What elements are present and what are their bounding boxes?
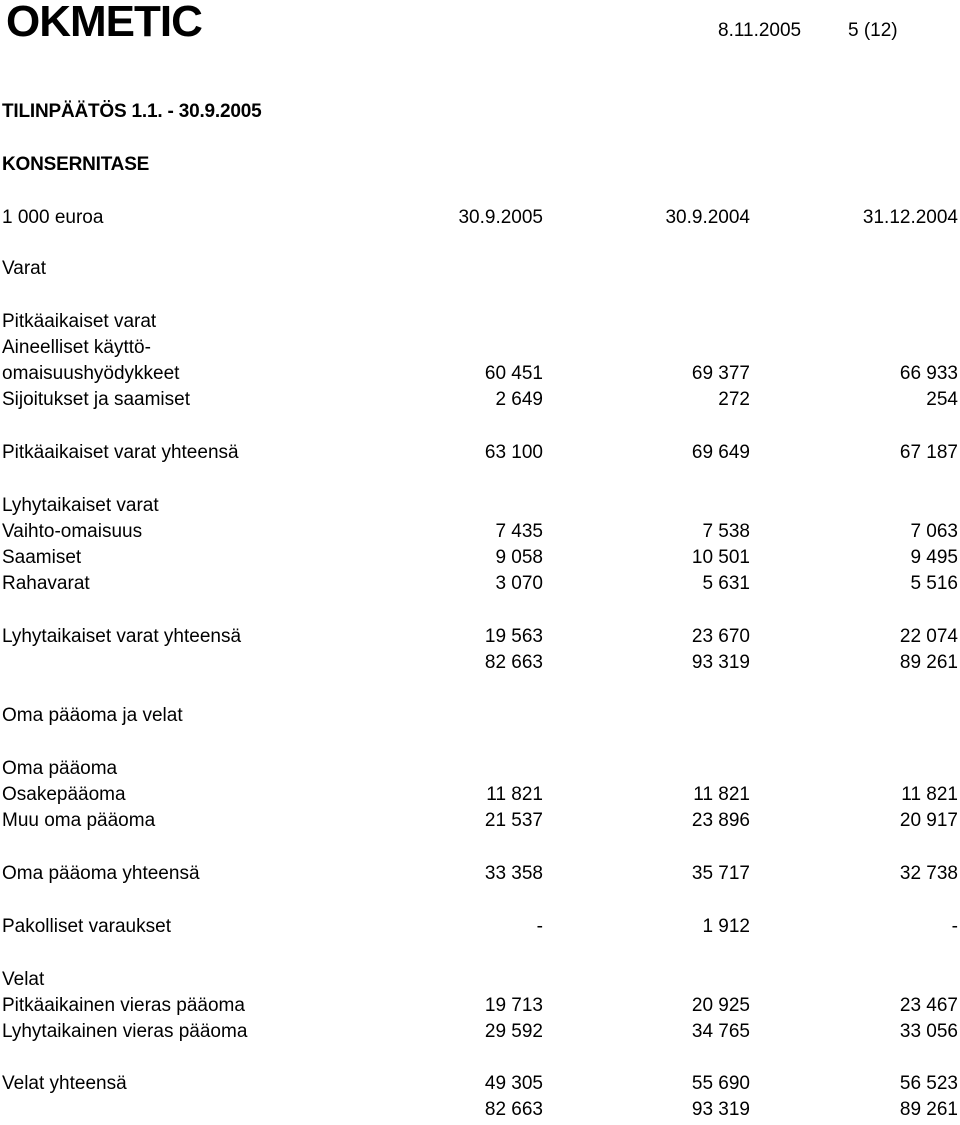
table-row (2, 1073, 958, 1099)
row-value-2005-09: 82 663 (484, 1099, 543, 1120)
table-row (2, 705, 958, 731)
row-value-2004-12: 89 261 (899, 652, 958, 673)
table-row (2, 442, 958, 468)
row-label: Pakolliset varaukset (2, 916, 171, 937)
row-value-2005-09: 60 451 (484, 363, 543, 384)
row-label: Pitkäaikainen vieras pääoma (2, 995, 245, 1016)
row-value-2004-12: 22 074 (899, 626, 958, 647)
row-label: Velat yhteensä (2, 1073, 127, 1094)
document-subtitle: KONSERNITASE (2, 154, 150, 175)
row-value-2005-09: 9 058 (495, 547, 543, 568)
logo-text: OKMETIC (6, 2, 202, 42)
table-row (2, 863, 958, 889)
row-value-2004-12: 66 933 (899, 363, 958, 384)
table-row (2, 495, 958, 521)
row-label: Velat (2, 969, 45, 990)
table-row (2, 363, 958, 389)
document-date: 8.11.2005 (718, 20, 802, 41)
row-value-2004-09: 7 538 (702, 521, 750, 542)
row-value-2005-09: 63 100 (484, 442, 543, 463)
row-value-2005-09: 49 305 (484, 1073, 543, 1094)
row-label: Lyhytaikainen vieras pääoma (2, 1021, 248, 1042)
row-value-2004-12: 11 821 (901, 784, 958, 805)
okmetic-logo (6, 2, 236, 42)
row-value-2005-09: 2 649 (495, 389, 543, 410)
table-row (2, 626, 958, 652)
row-value-2005-09: 19 713 (484, 995, 543, 1016)
row-label: Saamiset (2, 547, 82, 568)
row-label: omaisuushyödykkeet (2, 363, 180, 384)
row-value-2004-12: 23 467 (899, 995, 958, 1016)
row-value-2004-09: 20 925 (691, 995, 750, 1016)
table-row (2, 573, 958, 599)
row-value-2005-09: 11 821 (486, 784, 543, 805)
table-row (2, 1099, 958, 1125)
table-row (2, 1021, 958, 1047)
table-row (2, 337, 958, 363)
row-value-2004-12: 5 516 (910, 573, 958, 594)
document-title: TILINPÄÄTÖS 1.1. - 30.9.2005 (2, 101, 262, 122)
row-value-2004-09: 1 912 (702, 916, 750, 937)
row-value-2004-12: 89 261 (899, 1099, 958, 1120)
row-value-2004-12: 254 (926, 389, 958, 410)
row-value-2004-09: 23 670 (691, 626, 750, 647)
row-value-2004-09: 93 319 (691, 652, 750, 673)
unit-label: 1 000 euroa (2, 207, 104, 228)
row-value-2004-09: 272 (718, 389, 750, 410)
row-label: Oma pääoma yhteensä (2, 863, 200, 884)
row-value-2004-12: 32 738 (899, 863, 958, 884)
row-value-2004-12: 56 523 (899, 1073, 958, 1094)
row-label: Pitkäaikaiset varat (2, 311, 157, 332)
column-header-2005-09: 30.9.2005 (458, 207, 543, 228)
row-value-2004-12: 33 056 (899, 1021, 958, 1042)
row-value-2004-09: 11 821 (693, 784, 750, 805)
table-row (2, 258, 958, 284)
row-label: Lyhytaikaiset varat yhteensä (2, 626, 242, 647)
row-value-2005-09: 3 070 (495, 573, 543, 594)
table-row (2, 995, 958, 1021)
row-label: Lyhytaikaiset varat (2, 495, 159, 516)
row-value-2004-09: 69 649 (691, 442, 750, 463)
table-row (2, 652, 958, 678)
column-header-row (2, 207, 958, 233)
table-row (2, 810, 958, 836)
row-label: Vaihto-omaisuus (2, 521, 143, 542)
row-value-2004-09: 34 765 (691, 1021, 750, 1042)
row-value-2004-09: 5 631 (702, 573, 750, 594)
row-value-2005-09: 82 663 (484, 652, 543, 673)
row-value-2004-09: 10 501 (691, 547, 750, 568)
column-header-2004-09: 30.9.2004 (665, 207, 750, 228)
row-value-2004-09: 35 717 (691, 863, 750, 884)
row-value-2005-09: 33 358 (484, 863, 543, 884)
row-value-2005-09: 7 435 (495, 521, 543, 542)
row-label: Rahavarat (2, 573, 90, 594)
row-label: Sijoitukset ja saamiset (2, 389, 190, 410)
row-value-2005-09: - (536, 916, 543, 937)
table-row (2, 547, 958, 573)
row-value-2004-12: 7 063 (910, 521, 958, 542)
table-row (2, 521, 958, 547)
row-label: Oma pääoma ja velat (2, 705, 183, 726)
row-label: Osakepääoma (2, 784, 126, 805)
table-row (2, 969, 958, 995)
row-value-2004-12: 67 187 (899, 442, 958, 463)
row-value-2004-12: 9 495 (910, 547, 958, 568)
table-row (2, 389, 958, 415)
row-value-2004-12: - (951, 916, 958, 937)
okmetic-logo-image (6, 2, 236, 42)
row-label: Oma pääoma (2, 758, 118, 779)
page-number: 5 (12) (848, 20, 898, 41)
row-value-2005-09: 19 563 (484, 626, 543, 647)
row-label: Muu oma pääoma (2, 810, 156, 831)
row-value-2004-09: 23 896 (691, 810, 750, 831)
row-value-2005-09: 29 592 (484, 1021, 543, 1042)
row-value-2004-12: 20 917 (899, 810, 958, 831)
table-row (2, 916, 958, 942)
table-row (2, 311, 958, 337)
table-row (2, 758, 958, 784)
row-value-2004-09: 55 690 (691, 1073, 750, 1094)
row-label: Aineelliset käyttö- (2, 337, 151, 358)
row-label: Varat (2, 258, 47, 279)
row-label: Pitkäaikaiset varat yhteensä (2, 442, 239, 463)
row-value-2004-09: 93 319 (691, 1099, 750, 1120)
row-value-2004-09: 69 377 (691, 363, 750, 384)
column-header-2004-12: 31.12.2004 (862, 207, 958, 228)
row-value-2005-09: 21 537 (484, 810, 543, 831)
table-row (2, 784, 958, 810)
